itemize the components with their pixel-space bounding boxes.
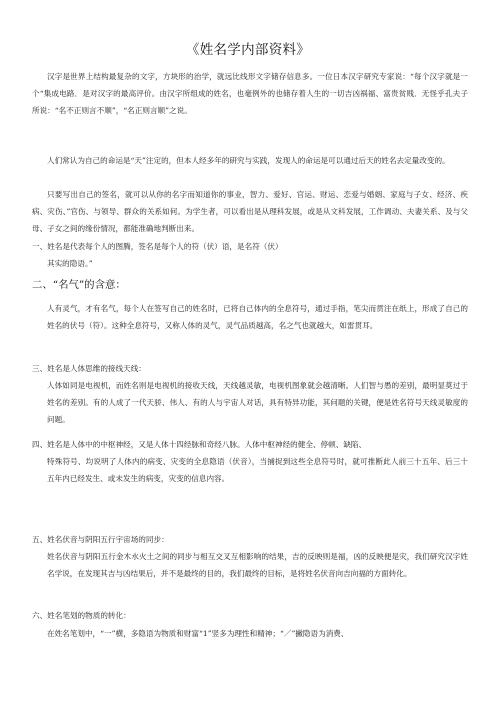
- section-5-body: 姓名伏音与阴阳五行金木水火土之间的同步与相互交叉互相影响的结果，吉的反映则是福，凶的反映便是灾，我们研究汉字姓名学说，在发现其吉与凶结果后，并不是最终的目的，我们最终的目标，是将姓名伏音向吉向福的方面转化。: [47, 552, 468, 578]
- section-3-body: 人体如同是电视机，而姓名则是电视机的接收天线，天线越灵敏，电视机图象就会越清晰。人们智与愚的差别，最明显莫过于姓名的差别。有的人成了一代天骄、伟人、有的人与宇宙人对话，具有特异功能，其问题的关键，便是姓名符号天线灵敏度的问题。: [47, 381, 468, 424]
- section-1-heading: 一、姓名是代表每个人的图腾，签名是每个人的符（伏）语，是名符（伏）: [32, 242, 283, 251]
- section-3-heading: 三、姓名是人体思维的接线天线：: [32, 364, 146, 373]
- section-2-heading: 二、“名气”的含意：: [32, 279, 126, 291]
- section-2-body: 人有灵气，才有名气，每个人在签写自己的姓名时，已将自己体内的全息符号，通过手指，笔尖而贯注在纸上，形成了自己的姓名的伏号（符）。这种全息符号，又称人体的灵气，灵气品质越高，名之气也就越大，如雷贯耳。: [47, 304, 468, 330]
- section-6-heading: 六、姓名笔划的物质的转化：: [32, 611, 131, 620]
- section-4-heading: 四、姓名是人体中的中枢神经，又是人体十四经脉和奇经八脉。人体中枢神经的健全、停顿、缺陷、: [32, 440, 367, 449]
- section-5-heading: 五、姓名伏音与阴阳五行宇宙场的同步：: [32, 535, 169, 544]
- section-6-body: 在姓名笔划中，“一”横，多隐语为物质和财富“1”竖多为理性和精神；“／”撇隐语为消费、: [47, 629, 349, 638]
- section-1-body: 其实的隐语。”: [47, 259, 93, 268]
- intro-paragraph-2: 人们常认为自己的命运是“天”注定的，但本人经多年的研究与实践，发现人的命运是可以通过后天的姓名去定量改变的。: [47, 156, 450, 165]
- section-4-body: 特殊符号、均说明了人体内的病变、灾变的全息隐语（伏音），当捕捉到这些全息符号时，就可推断此人前三十五年、后三十五年内已经发生、或未发生的病变，灾变的信息内容。: [47, 457, 468, 483]
- intro-paragraph-1: 汉字是世界上结构最复杂的文字，方块形的治学，就远比线形文字储存信息多。一位日本汉字研究专家说：“每个汉字就是一个“集成电路．是对汉字的最高评价。由汉字所组成的姓名，也毫例外的也储存着人生的一切吉凶祸福、富贵贫贱．无怪乎孔夫子所说：“名不正则言不顺”，“名正则言顺”之说。: [32, 72, 468, 115]
- document-title: 《姓名学内部资料》: [185, 42, 311, 58]
- intro-paragraph-3: 只要写出自己的签名，就可以从你的名字而知道你的事业，智力、爱好、官运、财运、恋爱与婚姻、家庭与子女、经济、疾病、灾伤、”官伤、与领导、群众的关系如何。为学生者，可以看出是从理科发展，或是从文科发展，工作调动、夫妻关系、及与父母、子女之间的缘份情况，都能准确地判断出来。: [32, 190, 468, 233]
